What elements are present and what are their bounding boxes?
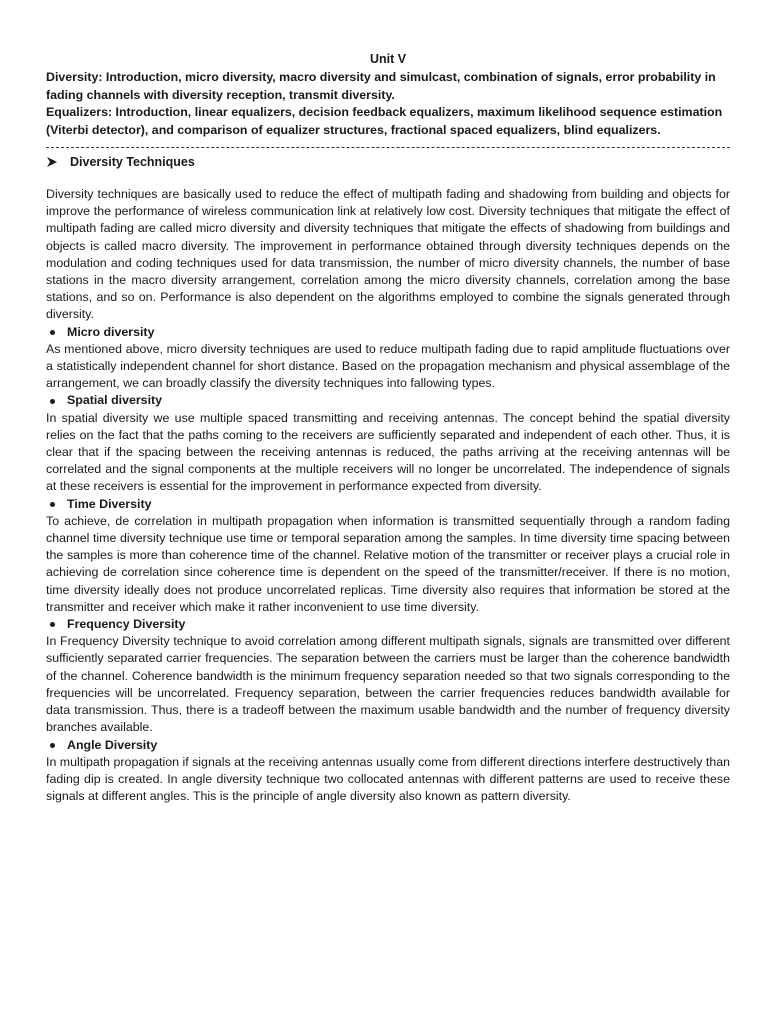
arrowhead-bullet-icon bbox=[46, 156, 60, 168]
subsection-body-micro: As mentioned above, micro diversity techniques are used to reduce multipath fading due to rapid amplitude fluctuations over a statistically independent channel for short distance. Based on the propagation mechanism and physical assemblage of the arrangement, we can broadly classify the diversity techniques into fallowing types. bbox=[46, 341, 730, 391]
subsection-title: Micro diversity bbox=[67, 324, 155, 339]
subsection-body-time: To achieve, de correlation in multipath propagation when information is transmitted sequentially through a random fading channel time diversity technique use time or temporal separation among the samples. In time diversity time spacing between the samples is more than coherence time of the channel. Relative motion of the transmitter or receiver plays a crucial role in achieving de correlation since coherence time is dependent on the speed of the transmitter/receiver. If there is no motion, time diversity ideally does not produce uncorrelated replicas. Time diversity also requires that information be stored at the transmitter and receiver which make it rather inconvenient to use time diversity. bbox=[46, 513, 730, 614]
bullet-icon bbox=[50, 502, 55, 507]
bullet-icon bbox=[50, 743, 55, 748]
subsection-title: Spatial diversity bbox=[67, 393, 163, 408]
section-heading bbox=[46, 154, 730, 170]
subsection-heading-frequency bbox=[46, 616, 730, 633]
subsection-body-frequency: In Frequency Diversity technique to avoid correlation among different multipath signals, signals are transmitted over different sufficiently separated carrier frequencies. The separation between the carriers must be larger than the coherence bandwidth of the channel. Coherence bandwidth is the minimum frequency separation needed so that two signals corresponding to the frequencies will be uncorrelated. Frequency separation, between the carrier frequencies reduces bandwidth available for data transmission. Thus, there is a tradeoff between the maximum usable bandwidth and the number of frequency diversity branches available. bbox=[46, 634, 730, 735]
bullet-icon bbox=[50, 622, 55, 627]
subsection-heading-angle bbox=[46, 737, 730, 754]
subsection-title: Time Diversity bbox=[67, 496, 152, 511]
bullet-icon bbox=[50, 330, 55, 335]
subsection-body-spatial: In spatial diversity we use multiple spaced transmitting and receiving antennas. The concept behind the spatial diversity relies on the fact that the paths coming to the receivers are sufficiently separated and independent of each other. Thus, it is clear that if the spacing between the receiving antennas is reduced, the paths arriving at the receiving antennas will be correlated and the signal components at the multiple receivers will no longer be uncorrelated. The independence of signals at these receivers is essential for the improvement in performance expected from diversity. bbox=[46, 410, 730, 494]
bullet-icon bbox=[50, 399, 55, 404]
subsection-body-angle: In multipath propagation if signals at the receiving antennas usually come from different directions interfere destructively than fading dip is created. In angle diversity technique two collocated antennas with different patterns are used to receive these signals at different angles. This is the principle of angle diversity also known as pattern diversity. bbox=[46, 754, 730, 804]
subsection-heading-spatial bbox=[46, 392, 730, 409]
intro-paragraph: Diversity techniques are basically used to reduce the effect of multipath fading and shadowing from building and objects for improve the performance of wireless communication link at relatively low cost. Diversity techniques that mitigate the effect of multipath fading are called micro diversity and diversity techniques that mitigate the effects of shadowing from buildings and objects is called macro diversity. The improvement in performance obtained through diversity techniques depends on the modulation and coding techniques used for data transmission, the number of micro diversity channels, the number of base stations in the macro diversity arrangement, correlation among the micro diversity channels, correlation among the base stations, and so on. Performance is also dependent on the algorithms employed to combine the signals generated through diversity. bbox=[46, 187, 730, 322]
section-heading-text: Diversity Techniques bbox=[70, 155, 195, 169]
document-page bbox=[46, 52, 730, 805]
section-divider bbox=[46, 147, 730, 148]
subsection-title: Angle Diversity bbox=[67, 737, 158, 752]
subsection-heading-time bbox=[46, 496, 730, 513]
syllabus-equalizers: Equalizers: Introduction, linear equalizers, decision feedback equalizers, maximum likelihood sequence estimation (Viterbi detector), and comparison of equalizer structures, fractional spaced equalizers, blind equalizers. bbox=[46, 105, 723, 137]
syllabus-diversity: Diversity: Introduction, micro diversity, macro diversity and simulcast, combination of signals, error probability in fading channels with diversity reception, transmit diversity. bbox=[46, 70, 716, 102]
unit-title: Unit V bbox=[369, 52, 407, 66]
subsection-title: Frequency Diversity bbox=[67, 617, 186, 632]
subsection-heading-micro bbox=[46, 324, 730, 341]
